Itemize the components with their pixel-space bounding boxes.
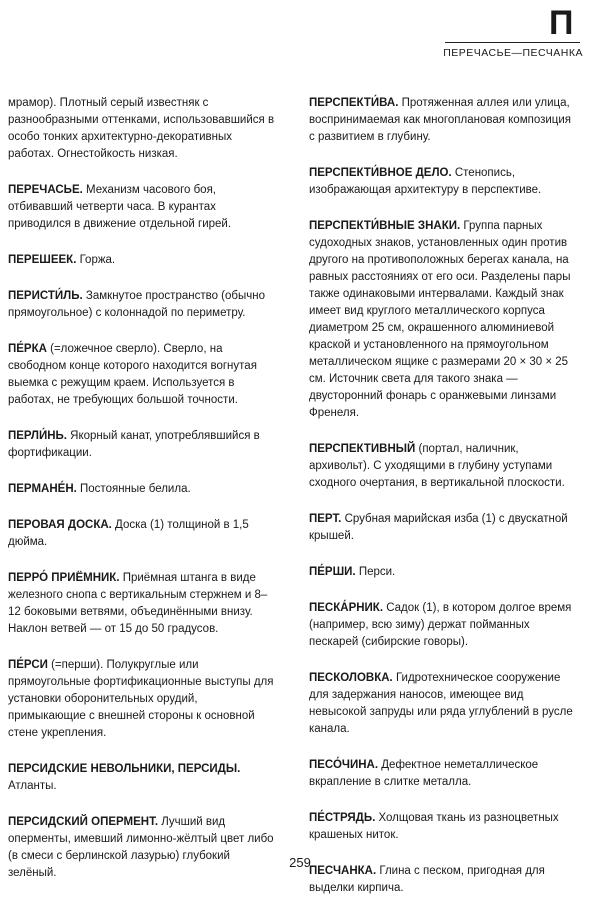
entry-term: ПЕРЛИ́НЬ. [8,430,67,442]
entry-definition: Атланты. [8,780,57,792]
entry-definition: Гидротехническое сооружение для задержания наносов, имеющее вид невысокой запруды или ряда углублений в русле канала. [309,672,573,735]
entry-definition: Холщовая ткань из разноцветных крашеных ниток. [309,812,559,841]
entry-definition: Горжа. [76,254,116,266]
page-number: 259 [289,855,311,870]
entry-term: ПЕСО́ЧИНА. [309,759,379,771]
running-head: ПЕРЕЧАСЬЕ—ПЕСЧАНКА [443,47,583,59]
dictionary-entry [309,600,579,651]
entry-definition: Лучший вид оперменты, имевший лимонно-жёлтый цвет либо (в смеси с берлинской лазурью) глубокий зелёный. [8,816,274,879]
dictionary-entry [8,517,278,551]
dictionary-entry [8,288,278,322]
entry-term: ПЕ́РСИ [8,659,48,671]
dictionary-entry [309,218,579,422]
dictionary-entry [309,441,579,492]
entry-definition: Группа парных судоходных знаков, установленных один против другого на противоположных берегах канала, на равных расстояниях от его оси. Разделены пары также одинаковыми интервалами. Каждый знак имеет вид круглого металлического корпуса диаметром 25 см, окрашенного алюминиевой краской и установленного на прямоугольном металлическом ящике с размерами 20 × 30 × 25 см. Источник света для такого знака — двусторонний фонарь с оранжевыми линзами Френеля. [309,220,571,419]
entry-term: ПЕРРО́ ПРИЁМНИК. [8,572,120,584]
entry-definition: Механизм часового боя, отбивавший четверти часа. В курантах приводился в движение отдельной гирей. [8,184,232,230]
dictionary-entry [8,341,278,409]
entry-term: ПЕРМАНЕ́Н. [8,483,77,495]
header-rule [445,42,580,43]
dictionary-entry [309,165,579,199]
entry-term: ПЕРСПЕКТИ́ВНОЕ ДЕЛО. [309,167,452,179]
dictionary-entry [309,810,579,844]
entry-term: ПЕ́СТРЯДЬ. [309,812,376,824]
entry-definition: Глина с песком, пригодная для выделки кирпича. [309,865,545,894]
entry-definition: мрамор). Плотный серый известняк с разнообразными оттенками, использовавшийся в особо тонких архитектурно-декоративных работах. Огнестойкость низкая. [8,97,275,160]
entry-term: ПЕРИСТИ́ЛЬ. [8,290,83,302]
right-column [309,95,579,916]
dictionary-entry [309,564,579,581]
entry-definition: Перси. [355,566,396,578]
entry-definition: Протяженная аллея или улица, воспринимаемая как многоплановая композиция с развитием в глубину. [309,97,572,143]
dictionary-entry [8,657,278,742]
entry-term: ПЕРЕЧАСЬЕ. [8,184,83,196]
entry-definition: Доска (1) толщиной в 1,5 дюйма. [8,519,249,548]
entry-term: ПЕРСПЕКТИ́ВНЫЕ ЗНАКИ. [309,220,461,232]
entry-definition: (=ложечное сверло). Сверло, на свободном конце которого находится вогнутая выемка с режущим краем. Используется в работах, не требующих большой точности. [8,343,257,406]
entry-definition: (портал, наличник, архивольт). С уходящими в глубину уступами сходного очертания, в вертикальной плоскости. [309,443,565,489]
dictionary-entry [309,670,579,738]
dictionary-entry [8,481,278,498]
entry-term: ПЕСКА́РНИК. [309,602,384,614]
entry-term: ПЕРСПЕКТИВНЫЙ [309,443,416,455]
section-letter: П [549,4,574,42]
entry-definition: Приёмная штанга в виде железного снопа с вертикальным стержнем и 8–12 боковыми ветвями, объединёнными внизу. Наклон ветвей — от 15 до 50 градусов. [8,572,268,635]
entry-term: ПЕ́РКА [8,343,47,355]
entry-term: ПЕСКОЛОВКА. [309,672,393,684]
entry-term: ПЕРЕШЕЕК. [8,254,77,266]
dictionary-entry [8,570,278,638]
entry-definition: Замкнутое пространство (обычно прямоугольное) с колоннадой по периметру. [8,290,266,319]
entry-definition: Якорный канат, употреблявшийся в фортификации. [8,430,260,459]
entry-definition: (=перши). Полукруглые или прямоугольные фортификационные выступы для установки оборонительных орудий, примыкающие с внешней стороны к основной стене укрепления. [8,659,274,739]
entry-definition: Стенопись, изображающая архитектуру в перспективе. [309,167,542,196]
dictionary-entry [309,511,579,545]
entry-term: ПЕРСИДСКИЙ ОПЕРМЕНТ. [8,816,159,828]
dictionary-entry [8,814,278,882]
entry-term: ПЕ́РШИ. [309,566,356,578]
dictionary-entry [8,761,278,795]
left-column [8,95,278,901]
dictionary-entry [309,95,579,146]
entry-term: ПЕРТ. [309,513,342,525]
entry-definition: Постоянные белила. [76,483,191,495]
dictionary-entry [8,428,278,462]
entry-definition: Срубная марийская изба (1) с двускатной крышей. [309,513,568,542]
dictionary-entry [8,252,278,269]
entry-term: ПЕСЧАНКА. [309,865,377,877]
entry-definition: Дефектное неметаллическое вкрапление в слитке металла. [309,759,539,788]
entry-term: ПЕРСИДСКИЕ НЕВОЛЬНИКИ, ПЕРСИДЫ. [8,763,241,775]
dictionary-entry [8,95,278,163]
entry-definition: Садок (1), в котором долгое время (например, всю зиму) держат пойманных пескарей (сибирские говоры). [309,602,572,648]
entry-term: ПЕРСПЕКТИ́ВА. [309,97,399,109]
dictionary-entry [8,182,278,233]
entry-term: ПЕРОВАЯ ДОСКА. [8,519,112,531]
dictionary-entry [309,757,579,791]
